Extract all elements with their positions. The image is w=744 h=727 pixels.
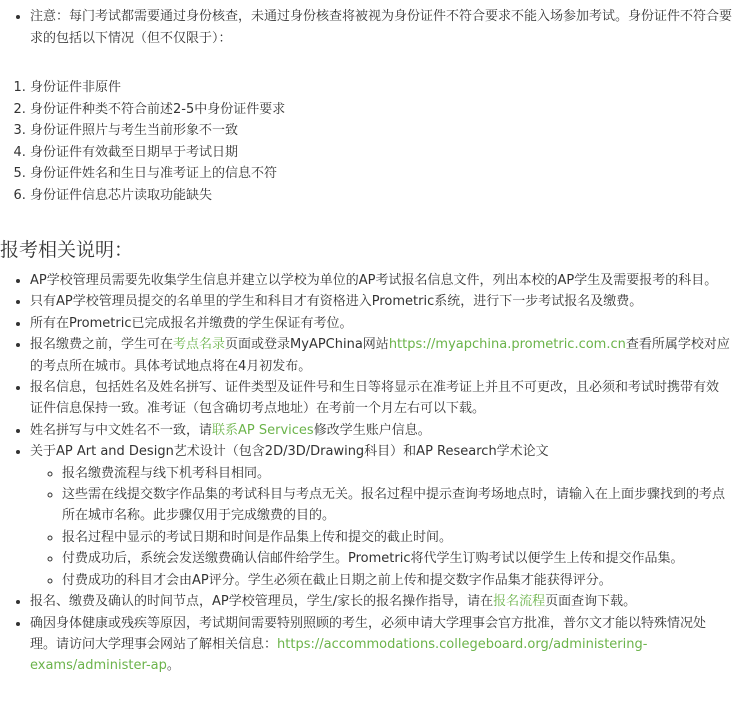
sub-note-item: ◦ 付费成功后，系统会发送缴费确认信邮件给学生。Prometric将代学生订购考试以便学生上传和提交作品集。 — [62, 548, 730, 569]
id-condition-item: 5. 身份证件姓名和生日与准考证上的信息不符 — [30, 163, 285, 185]
notice-item: • 注意：每门考试都需要通过身份核查，未通过身份核查将被视为身份证件不符合要求不能入场参加考试。身份证件不符合要求的包括以下情况（但不仅限于）： — [30, 6, 734, 49]
registration-notes-list — [0, 270, 744, 677]
id-conditions-list — [0, 77, 285, 207]
note-text: 。 — [166, 658, 180, 674]
sub-note-item: ◦ 报名过程中显示的考试日期和时间是作品集上传和提交的截止时间。 — [62, 527, 730, 548]
id-condition-item: 2. 身份证件种类不符合前述2-5中身份证件要求 — [30, 99, 285, 121]
note-text: 查看所属学校对应的考点所在城市。具体考试地点将在4月初发布。 — [30, 337, 730, 374]
sub-note-item: ◦ 报名缴费流程与线下机考科目相同。 — [62, 463, 730, 484]
note-item: • AP学校管理员需要先收集学生信息并建立以学校为单位的AP考试报名信息文件，列出本校的AP学生及需要报考的科目。 — [30, 270, 730, 291]
test-centers-link[interactable]: 考点名录 — [173, 337, 226, 353]
note-text: 姓名拼写与中文姓名不一致，请 — [30, 422, 213, 438]
note-text: 报名缴费之前，学生可在 — [30, 337, 174, 353]
id-condition-item: 4. 身份证件有效截至日期早于考试日期 — [30, 142, 285, 164]
note-item: • 所有在Prometric已完成报名并缴费的学生保证有考位。 — [30, 313, 730, 334]
note-item — [30, 591, 730, 612]
registration-process-link[interactable]: 报名流程 — [493, 594, 546, 610]
note-item — [30, 334, 730, 377]
note-item — [30, 441, 730, 591]
note-text: 报名、缴费及确认的时间节点，AP学校管理员，学生/家长的报名操作指导，请在 — [30, 594, 494, 610]
accommodations-link[interactable]: https://accommodations.collegeboard.org/administering-exams/administer-ap — [30, 636, 648, 674]
art-research-sublist — [30, 463, 730, 591]
notice-list — [0, 6, 744, 49]
note-text: 页面查询下载。 — [545, 594, 637, 610]
note-item: • 报名信息，包括姓名及姓名拼写、证件类型及证件号和生日等将显示在准考证上并且不可更改，且必须和考试时携带有效证件信息保持一致。准考证（包含确切考点地址）在考前一个月左右可以下载。 — [30, 377, 730, 420]
id-condition-item: 6. 身份证件信息芯片读取功能缺失 — [30, 185, 285, 207]
note-text: 页面或登录MyAPChina网站 — [225, 337, 389, 353]
id-condition-item: 3. 身份证件照片与考生当前形象不一致 — [30, 120, 285, 142]
contact-ap-services-link[interactable]: 联系AP Services — [212, 422, 314, 438]
id-condition-item: 1. 身份证件非原件 — [30, 77, 285, 99]
myapchina-link[interactable]: https://myapchina.prometric.com.cn — [388, 337, 626, 353]
note-item: • 只有AP学校管理员提交的名单里的学生和科目才有资格进入Prometric系统，进行下一步考试报名及缴费。 — [30, 291, 730, 312]
sub-note-item: ◦ 这些需在线提交数字作品集的考试科目与考点无关。报名过程中提示查询考场地点时，请输入在上面步骤找到的考点所在城市名称。此步骤仅用于完成缴费的目的。 — [62, 484, 730, 527]
sub-note-item: ◦ 付费成功的科目才会由AP评分。学生必须在截止日期之前上传和提交数字作品集才能获得评分。 — [62, 570, 730, 591]
note-text: 关于AP Art and Design艺术设计（包含2D/3D/Drawing科目）和AP Research学术论文 — [30, 444, 549, 460]
note-item — [30, 420, 730, 441]
note-item — [30, 613, 730, 677]
section-title: 报考相关说明： — [0, 239, 134, 261]
note-text: 确因身体健康或残疾等原因，考试期间需要特别照顾的考生，必须申请大学理事会官方批准，普尔文才能以特殊情况处理。请访问大学理事会网站了解相关信息： — [30, 615, 707, 652]
note-text: 修改学生账户信息。 — [313, 422, 431, 438]
